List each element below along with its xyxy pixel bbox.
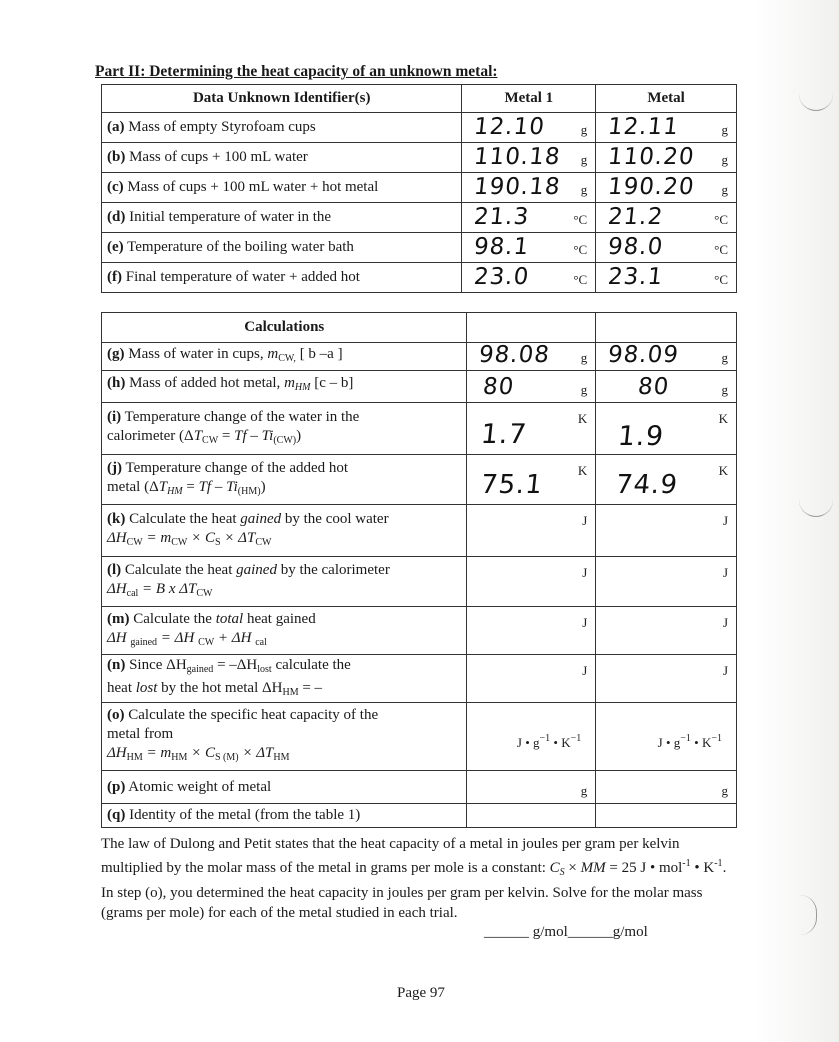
var-subscript: CW <box>202 434 219 446</box>
formula-term: × ΔT <box>238 745 274 761</box>
row-label: Mass of empty Styrofoam cups <box>128 119 316 135</box>
row-label: Final temperature of water + added hot <box>125 269 360 285</box>
unit-label: g <box>580 382 588 397</box>
unit-label: °C <box>714 242 728 257</box>
table-row <box>102 371 737 403</box>
unit-label: °C <box>573 212 588 227</box>
row-label: Mass of water in cups, <box>128 346 264 362</box>
var-subscript: HM <box>167 485 183 497</box>
row-key: (n) <box>107 656 126 673</box>
var-subscript: HM <box>294 382 311 393</box>
handwritten-value[interactable]: 98.09 <box>606 342 681 368</box>
table-row <box>102 203 737 233</box>
unit-exponent: −1 <box>711 733 722 744</box>
unit-label: g <box>721 122 728 137</box>
unit-label: g <box>721 152 728 167</box>
row-label: by the calorimeter <box>276 561 390 578</box>
unit-part: • K <box>550 735 571 750</box>
table-row <box>102 703 737 771</box>
handwritten-value[interactable]: 21.3 <box>473 204 531 230</box>
unit-label: K <box>718 411 728 426</box>
formula-term: × ΔT <box>220 529 256 546</box>
operator: = <box>218 427 235 444</box>
unit-label: K <box>577 463 588 478</box>
formula-term: = B x ΔT <box>138 580 197 597</box>
row-label: Temperature of the boiling water bath <box>127 239 354 255</box>
unit-label: g <box>580 122 588 137</box>
unit-part: J • g <box>516 735 540 750</box>
formula-term: = m <box>142 529 172 546</box>
var-subscript: S <box>559 867 565 878</box>
var-subscript: CW <box>126 536 143 548</box>
row-label-cont: by the hot metal ΔH <box>157 679 283 696</box>
table-row <box>102 557 737 607</box>
unit-exponent: −1 <box>570 733 582 744</box>
var-subscript: CW <box>196 587 213 599</box>
handwritten-value[interactable]: 21.2 <box>606 204 665 230</box>
unit-label: K <box>577 411 588 426</box>
operator: – <box>211 478 227 495</box>
row-label-cont: metal (Δ <box>107 478 159 495</box>
row-label-emphasis: gained <box>240 510 282 527</box>
binder-hole-mark <box>799 88 833 111</box>
var-subscript: lost <box>257 663 272 675</box>
handwritten-value[interactable]: 98.08 <box>478 342 552 368</box>
row-label-cont: calorimeter (Δ <box>107 427 194 444</box>
row-label-cont: heat <box>107 679 136 696</box>
row-label: Mass of cups + 100 mL water + hot metal <box>127 179 379 195</box>
var-symbol: m <box>284 375 295 391</box>
handwritten-value[interactable]: 110.18 <box>473 144 563 170</box>
var-subscript: CW <box>171 536 188 548</box>
row-label-emphasis: gained <box>236 561 277 578</box>
var-subscript: HM <box>171 752 188 763</box>
unit-exponent: −1 <box>539 733 551 744</box>
var-subscript: S (M) <box>215 752 239 763</box>
row-key: (l) <box>107 561 122 578</box>
var-subscript: gained <box>186 663 214 675</box>
unit-label: g <box>721 783 728 798</box>
handwritten-value[interactable]: 23.0 <box>473 264 531 290</box>
unit-label: J <box>722 615 728 630</box>
unit-label: J <box>582 663 588 678</box>
var-subscript: HM <box>126 752 143 763</box>
table-row <box>102 607 737 655</box>
handwritten-value[interactable]: 12.10 <box>473 114 547 140</box>
table-row <box>102 173 737 203</box>
row-label-cont: = – <box>298 679 323 696</box>
row-key: (h) <box>107 375 126 391</box>
var-subscript: cal <box>126 587 139 599</box>
paren: ) <box>260 478 266 495</box>
data-table <box>101 84 737 293</box>
unit-label: J <box>722 513 728 528</box>
handwritten-value[interactable]: 98.1 <box>473 234 531 260</box>
table-row <box>102 505 737 557</box>
unit-part: • K <box>690 735 712 750</box>
binder-hole-mark <box>799 494 833 517</box>
unit-label: J <box>722 663 728 678</box>
table-row <box>102 263 737 293</box>
row-label: Calculate the heat <box>129 510 241 527</box>
calculations-header: Calculations <box>102 313 467 343</box>
var-subscript: CW <box>198 636 215 648</box>
row-key: (e) <box>107 239 124 255</box>
unit-label: °C <box>714 212 728 227</box>
handwritten-value[interactable]: 98.0 <box>606 234 665 260</box>
var-symbol: m <box>267 346 279 362</box>
row-label: Calculate the <box>133 610 216 627</box>
part-title: Part II: Determining the heat capacity of an unknown metal: <box>95 63 498 80</box>
unit-label: g <box>580 182 588 197</box>
specific-heat-unit <box>517 733 581 751</box>
row-key: (m) <box>107 610 130 627</box>
formula-term: × C <box>187 745 215 761</box>
var-symbol: C <box>549 860 560 876</box>
formula-term: ΔH <box>107 529 127 546</box>
handwritten-value[interactable]: 1.9 <box>616 421 666 452</box>
var-symbol: MM <box>580 860 606 876</box>
table-row <box>102 113 737 143</box>
formula-term: = m <box>142 745 172 761</box>
handwritten-value[interactable]: 1.7 <box>479 419 530 450</box>
unit-part: J • g <box>657 735 681 750</box>
handwritten-value[interactable]: 110.20 <box>606 144 697 170</box>
var-symbol: Tf <box>234 427 247 444</box>
table-row <box>102 343 737 371</box>
unit-label: g <box>580 350 588 365</box>
calculations-table <box>101 312 737 828</box>
table-row <box>102 233 737 263</box>
row-formula: [c – b] <box>314 375 354 391</box>
para-text: . In step (o), you determined the heat capacity in joules per gram per kelvin. Solve for the molar mass (grams per mole) for each of the metal studied in each trial. <box>101 860 727 921</box>
handwritten-value[interactable]: 190.18 <box>473 174 563 200</box>
row-key: (j) <box>107 459 122 476</box>
table-row <box>102 771 737 804</box>
handwritten-value[interactable]: 12.11 <box>606 114 681 140</box>
row-label: Atomic weight of metal <box>128 778 272 795</box>
formula-term: ΔH <box>107 745 127 761</box>
var-subscript: CW <box>255 536 272 548</box>
var-symbol: Tf <box>198 478 212 495</box>
operator: – <box>246 427 262 444</box>
handwritten-value[interactable]: 75.1 <box>479 470 545 500</box>
unit-label: J <box>582 565 588 580</box>
row-label: by the cool water <box>281 510 389 527</box>
specific-heat-unit <box>658 733 722 751</box>
row-label: calculate the <box>271 656 351 673</box>
unit-label: °C <box>714 272 728 287</box>
data-header-metal1: Metal 1 <box>462 85 596 113</box>
unit-label: g <box>721 350 728 365</box>
var-subscript: (HM) <box>237 485 261 497</box>
row-label: Temperature change of the added hot <box>125 459 349 476</box>
molar-mass-blanks[interactable]: ______ g/mol______g/mol <box>484 924 648 940</box>
dulong-petit-paragraph <box>101 834 737 923</box>
row-key: (q) <box>107 807 126 823</box>
row-label: Mass of cups + 100 mL water <box>129 149 308 165</box>
handwritten-value[interactable]: 80 <box>636 374 671 400</box>
handwritten-value[interactable]: 190.20 <box>606 174 697 200</box>
row-label: Calculate the heat <box>124 561 237 578</box>
unit-label: K <box>718 463 728 478</box>
handwritten-value[interactable]: 80 <box>482 374 517 400</box>
table-row <box>102 655 737 703</box>
row-key: (o) <box>107 707 125 723</box>
unit-label: g <box>721 382 728 397</box>
data-header-identifier: Data Unknown Identifier(s) <box>102 85 462 113</box>
var-subscript: CW, <box>278 353 296 364</box>
row-label-cont: metal from <box>107 726 174 742</box>
para-text: × <box>564 860 581 876</box>
para-text: • K <box>690 860 715 876</box>
data-header-metal2: Metal <box>596 85 737 113</box>
unit-exponent: −1 <box>680 733 691 744</box>
table-row <box>102 403 737 455</box>
row-key: (d) <box>107 209 126 225</box>
formula-term: × C <box>187 529 215 546</box>
row-label-emphasis: lost <box>135 679 158 696</box>
handwritten-value[interactable]: 74.9 <box>614 470 680 500</box>
formula-term: + ΔH <box>214 629 256 646</box>
row-label: Calculate the specific heat capacity of the <box>128 707 379 723</box>
var-symbol: T <box>193 427 203 444</box>
row-formula: [ b –a ] <box>299 346 343 362</box>
var-symbol: T <box>158 478 168 495</box>
var-symbol: Ti <box>226 478 238 495</box>
var-subscript: HM <box>273 752 290 763</box>
row-key: (g) <box>107 346 125 362</box>
para-text: = 25 J • mol <box>605 860 683 876</box>
row-label: Temperature change of the water in the <box>124 408 360 425</box>
row-label: Initial temperature of water in the <box>129 209 332 225</box>
row-label: = –ΔH <box>213 656 258 673</box>
row-label: Since ΔH <box>129 656 187 673</box>
unit-label: °C <box>573 242 588 257</box>
row-key: (p) <box>107 778 126 795</box>
page-number: Page 97 <box>397 985 445 1001</box>
unit-label: g <box>580 152 588 167</box>
binder-hole-mark <box>800 895 817 935</box>
row-key: (b) <box>107 149 126 165</box>
row-label-emphasis: total <box>215 610 244 627</box>
row-key: (i) <box>107 408 122 425</box>
row-label: Mass of added hot metal, <box>129 375 281 391</box>
unit-label: J <box>722 565 728 580</box>
formula-term: ΔH <box>107 580 127 597</box>
unit-exponent: -1 <box>714 858 723 869</box>
row-key: (c) <box>107 179 124 195</box>
unit-exponent: -1 <box>682 858 691 869</box>
var-subscript: gained <box>130 636 158 648</box>
row-label: heat gained <box>243 610 316 627</box>
operator: = <box>182 478 199 495</box>
var-subscript: HM <box>282 686 299 698</box>
table-row <box>102 455 737 505</box>
row-key: (f) <box>107 269 122 285</box>
unit-label: °C <box>573 272 588 287</box>
formula-term: = ΔH <box>157 629 199 646</box>
table-row <box>102 804 737 828</box>
unit-label: g <box>721 182 728 197</box>
table-row <box>102 143 737 173</box>
unit-label: J <box>582 615 588 630</box>
var-subscript: (CW) <box>273 434 297 446</box>
unit-label: J <box>582 513 588 528</box>
row-key: (a) <box>107 119 125 135</box>
handwritten-value[interactable]: 23.1 <box>606 264 665 290</box>
para-text: The law of Dulong and Petit states that the heat capacity of a metal in joules per gram per kelvin multiplied by the molar mass of the metal in grams per mole is a constant: <box>101 836 680 876</box>
var-subscript: cal <box>255 636 267 648</box>
paren: ) <box>296 427 302 444</box>
var-subscript: S <box>214 536 221 548</box>
formula-term: ΔH <box>107 629 131 646</box>
row-key: (k) <box>107 510 126 527</box>
var-symbol: Ti <box>261 427 274 444</box>
row-label: Identity of the metal (from the table 1) <box>129 807 361 823</box>
unit-label: g <box>580 783 588 798</box>
